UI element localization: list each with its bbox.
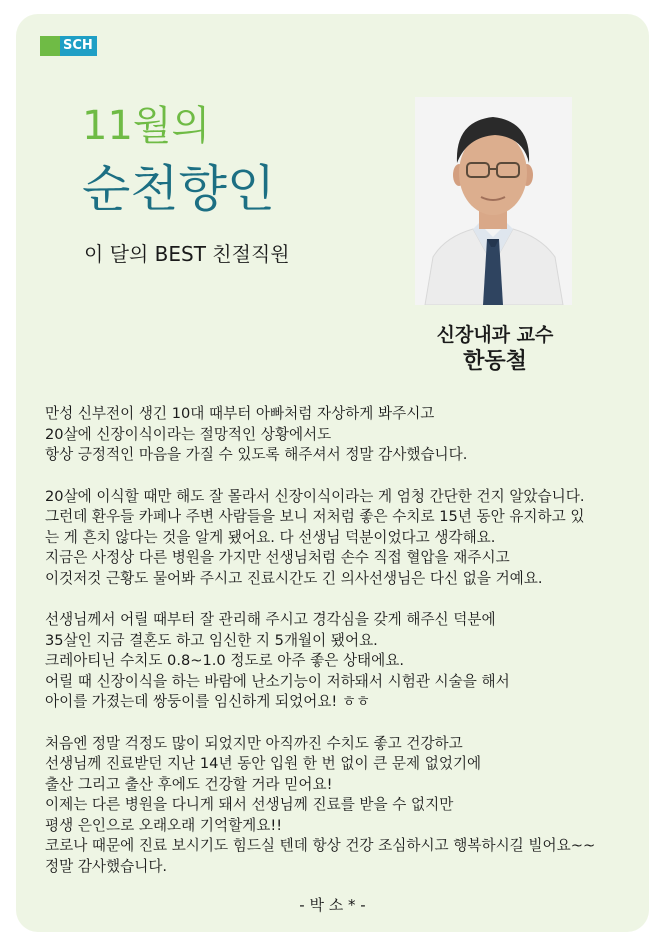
text-line: 어릴 때 신장이식을 하는 바람에 난소기능이 저하돼서 시험관 시술을 해서 [45, 672, 510, 690]
page-title: 순천향인 [82, 160, 276, 218]
text-line: 35살인 지금 결혼도 하고 임신한 지 5개월이 됐어요. [45, 631, 378, 649]
logo-green-square [40, 36, 60, 56]
text-line: 만성 신부전이 생긴 10대 때부터 아빠처럼 자상하게 봐주시고 [45, 405, 435, 422]
text-line: 이것저것 근황도 물어봐 주시고 진료시간도 긴 의사선생님은 다신 없을 거예요. [45, 569, 543, 587]
letter-body [45, 404, 645, 898]
signature: - 박 소 * - [299, 896, 366, 914]
text-line: 지금은 사정상 다른 병원을 가지만 선생님처럼 손수 직접 혈압을 재주시고 [45, 549, 510, 566]
text-line: 이제는 다른 병원을 다니게 돼서 선생님께 진료를 받을 수 없지만 [45, 796, 454, 813]
text-line: 아이를 가졌는데 쌍둥이를 임신하게 되었어요! ㅎㅎ [45, 693, 371, 710]
text-line: 크레아티닌 수치도 0.8~1.0 정도로 아주 좋은 상태에요. [45, 652, 404, 669]
text-line: 처음엔 정말 걱정도 많이 되었지만 아직까진 수치도 좋고 건강하고 [45, 734, 463, 752]
text-line: 20살에 이식할 때만 해도 잘 몰라서 신장이식이라는 게 엄청 간단한 건지 알았습니다. [45, 487, 585, 505]
text-line: 20살에 신장이식이라는 절망적인 상황에서도 [45, 425, 332, 443]
paragraph [45, 487, 645, 590]
staff-name: 한동철 [463, 349, 527, 374]
text-line: 정말 감사했습니다. [45, 857, 168, 875]
page-subtitle: 이 달의 BEST 친절직원 [84, 242, 290, 266]
text-line: 선생님께 진료받던 지난 14년 동안 입원 한 번 없이 큰 문제 없었기에 [45, 755, 482, 772]
text-line: 항상 긍정적인 마음을 가질 수 있도록 해주셔서 정말 감사했습니다. [45, 446, 468, 463]
text-line: 는 게 흔치 않다는 것을 알게 됐어요. 다 선생님 덕분이었다고 생각해요. [45, 528, 496, 546]
text-line: 그런데 환우들 카페나 주변 사람들을 보니 저처럼 좋은 수치로 15년 동안 유지하고 있 [45, 508, 585, 525]
text-line: 평생 은인으로 오래오래 기억할게요!! [45, 816, 283, 834]
logo-text: SCH [60, 36, 97, 56]
text-line: 코로나 때문에 진료 보시기도 힘드실 텐데 항상 건강 조심하시고 행복하시길 빌어요~~ [45, 837, 596, 854]
text-line: 선생님께서 어릴 때부터 잘 관리해 주시고 경각심을 갖게 해주신 덕분에 [45, 611, 496, 628]
staff-department: 신장내과 교수 [436, 324, 554, 346]
portrait-illustration [415, 97, 572, 305]
text-line: 출산 그리고 출산 후에도 건강할 거라 믿어요! [45, 775, 333, 793]
paragraph [45, 610, 645, 713]
staff-photo [415, 97, 572, 305]
paragraph [45, 734, 645, 878]
sch-logo [40, 36, 102, 56]
paragraph [45, 404, 645, 466]
month-heading: 11월의 [82, 103, 211, 149]
